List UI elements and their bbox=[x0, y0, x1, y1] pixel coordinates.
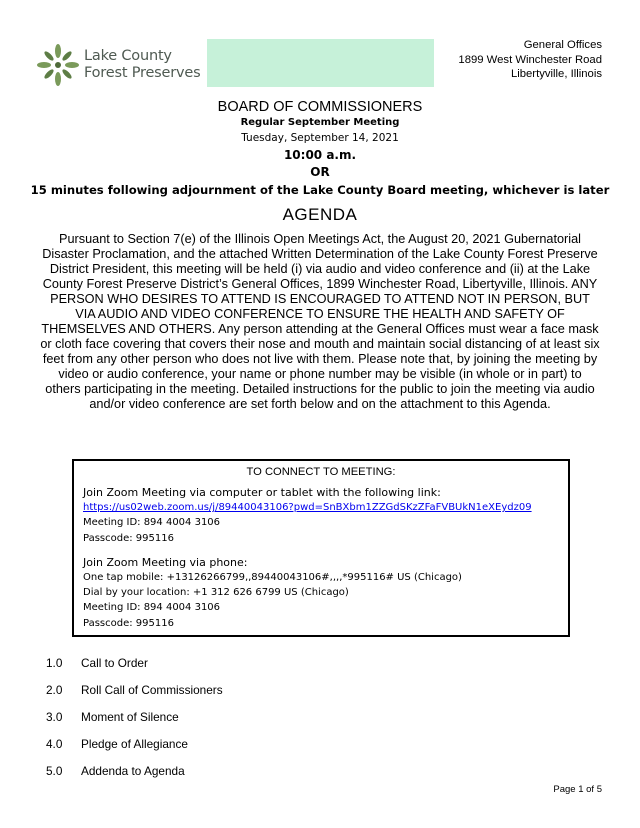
zoom-meeting-id: Meeting ID: 894 4004 3106 bbox=[83, 602, 221, 614]
agenda-item-number: 3.0 bbox=[46, 710, 63, 724]
office-line: 1899 West Winchester Road bbox=[458, 53, 602, 66]
agenda-heading: AGENDA bbox=[282, 205, 358, 224]
agenda-item-label: Addenda to Agenda bbox=[81, 764, 185, 778]
zoom-meeting-id: Meeting ID: 894 4004 3106 bbox=[83, 517, 221, 529]
agenda-item-label: Call to Order bbox=[81, 656, 148, 670]
zoom-passcode: Passcode: 995116 bbox=[83, 532, 174, 544]
agenda-item-number: 5.0 bbox=[46, 764, 63, 778]
agenda-list bbox=[46, 656, 223, 791]
agenda-item bbox=[46, 764, 223, 791]
logo bbox=[36, 40, 211, 90]
zoom-meeting-link[interactable]: https://us02web.zoom.us/j/89440043106?pwd=SnBXbm1ZZGdSKzZFaFVBUkN1eXEydz09 bbox=[83, 502, 532, 514]
intro-paragraph: Pursuant to Section 7(e) of the Illinois Open Meetings Act, the August 20, 2021 Gubernatorial Disaster Proclamation, and the attached Written Determination of the Lake County Forest Preserve District President, this meeting will be held (i) via audio and video conference and (ii) at the Lake County Forest Preserve District’s General Offices, 1899 Winchester Road, Libertyville, Illinois. ANY PERSON WHO DESIRES TO ATTEND IS ENCOURAGED TO ATTEND NOT IN PERSON, BUT VIA AUDIO AND VIDEO CONFERENCE TO ENSURE THE HEALTH AND SAFETY OF THEMSELVES AND OTHERS. Any person attending at the General Offices must wear a face mask or cloth face covering that covers their nose and mouth and maintain social distancing of at least six feet from any other person who does not live with them. Please note that, by joining the meeting by video or audio conference, your name or phone number may be visible (in whole or in part) to others participating in the meeting. Detailed instructions for the public to join the meeting via audio and/or video conference are set forth below and on the attachment to this Agenda. bbox=[40, 232, 600, 411]
page-number: Page 1 of 5 bbox=[553, 784, 602, 795]
or-label: OR bbox=[310, 165, 330, 179]
agenda-item bbox=[46, 683, 223, 710]
office-line: General Offices bbox=[523, 39, 602, 51]
zoom-connection-box bbox=[72, 459, 570, 637]
office-address bbox=[458, 38, 602, 82]
office-line: Libertyville, Illinois bbox=[510, 68, 602, 80]
zoom-one-tap: One tap mobile: +13126266799,,89440043106#,,,,*995116# US (Chicago) bbox=[83, 572, 462, 584]
board-title: BOARD OF COMMISSIONERS bbox=[217, 99, 423, 115]
meeting-name: Regular September Meeting bbox=[240, 117, 400, 128]
agenda-item-number: 2.0 bbox=[46, 683, 63, 697]
agenda-item bbox=[46, 710, 223, 737]
agenda-item bbox=[46, 656, 223, 683]
zoom-passcode: Passcode: 995116 bbox=[83, 617, 174, 629]
zoom-heading: TO CONNECT TO MEETING: bbox=[246, 466, 396, 478]
meeting-date: Tuesday, September 14, 2021 bbox=[241, 132, 399, 144]
header-highlight-box bbox=[207, 39, 434, 87]
zoom-computer-intro: Join Zoom Meeting via computer or tablet with the following link: bbox=[83, 486, 441, 499]
alternate-time: 15 minutes following adjournment of the Lake County Board meeting, whichever is later bbox=[30, 183, 610, 197]
agenda-item bbox=[46, 737, 223, 764]
meeting-time: 10:00 a.m. bbox=[283, 148, 357, 162]
zoom-phone-intro: Join Zoom Meeting via phone: bbox=[83, 555, 248, 569]
agenda-item-label: Pledge of Allegiance bbox=[81, 737, 188, 751]
agenda-item-number: 4.0 bbox=[46, 737, 63, 751]
agenda-item-label: Roll Call of Commissioners bbox=[81, 683, 223, 697]
logo-line-1: Lake County bbox=[84, 48, 172, 64]
leaf-cross-logo-icon bbox=[36, 43, 80, 87]
agenda-item-label: Moment of Silence bbox=[81, 710, 179, 724]
logo-line-2: Forest Preserves bbox=[84, 65, 201, 81]
agenda-item-number: 1.0 bbox=[46, 656, 63, 670]
zoom-dial: Dial by your location: +1 312 626 6799 US (Chicago) bbox=[83, 587, 349, 599]
